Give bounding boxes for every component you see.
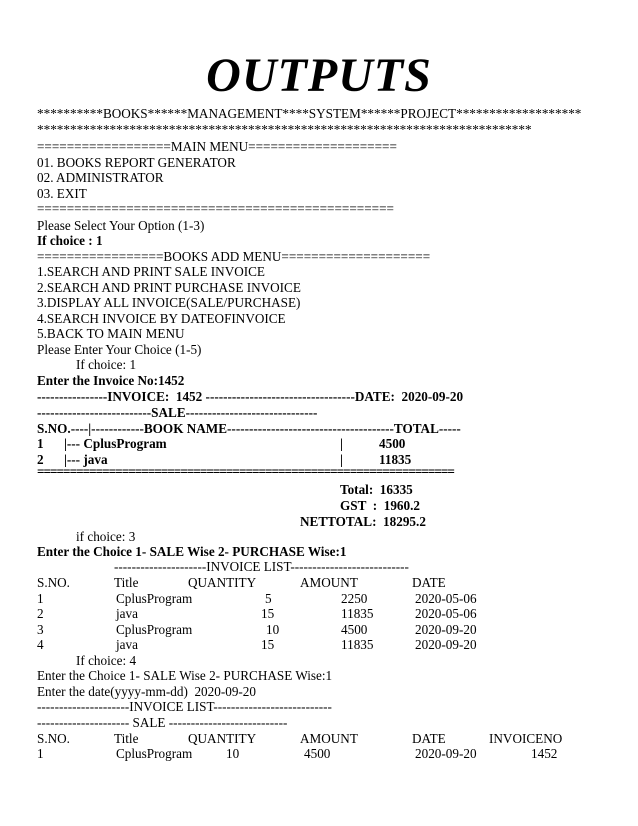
main-menu-heading: ==================MAIN MENU==================== [37, 139, 397, 154]
header-banner: **********BOOKS******MANAGEMENT****SYSTEM******PROJECT******************* [37, 106, 582, 121]
invoice-row-name: |--- CplusProgram [64, 436, 167, 451]
choice4-date-prompt: Enter the date(yyyy-mm-dd) 2020-09-20 [37, 684, 256, 699]
column-header: S.NO. [37, 575, 70, 590]
column-header: INVOICENO [489, 731, 563, 746]
list-cell: java [116, 606, 138, 621]
books-menu-item: 5.BACK TO MAIN MENU [37, 326, 185, 341]
invoice-table-header: S.NO.----|------------BOOK NAME--------------------------------------TOTAL----- [37, 421, 461, 436]
books-menu-item: 1.SEARCH AND PRINT SALE INVOICE [37, 264, 265, 279]
invoice-total: Total: 16335 [340, 482, 413, 497]
list-cell: 15 [261, 637, 275, 652]
column-header: DATE [412, 575, 446, 590]
invoice-row-total: 4500 [379, 436, 406, 451]
invoice-rule: ================================================================ [37, 464, 454, 479]
books-menu-item: 4.SEARCH INVOICE BY DATEOFINVOICE [37, 311, 286, 326]
invoice-nettotal: NETTOTAL: 18295.2 [300, 514, 426, 529]
list-cell: 3 [37, 622, 44, 637]
invoice-row-sep: | [340, 452, 343, 467]
list-cell: 15 [261, 606, 275, 621]
books-menu-prompt: Please Enter Your Choice (1-5) [37, 342, 202, 357]
books-menu-item: 2.SEARCH AND PRINT PURCHASE INVOICE [37, 280, 301, 295]
list-cell: 4 [37, 637, 44, 652]
books-menu-item: 3.DISPLAY ALL INVOICE(SALE/PURCHASE) [37, 295, 301, 310]
invoice-row-sep: | [340, 436, 343, 451]
list-cell: 4500 [341, 622, 368, 637]
header-stars: *************************************************************************** [37, 122, 532, 137]
choice1-label: If choice: 1 [76, 357, 137, 372]
list-cell: 2020-05-06 [415, 606, 477, 621]
list-cell: 11835 [341, 637, 374, 652]
list-cell: 2020-09-20 [415, 637, 477, 652]
main-menu-rule: ================================================ [37, 201, 394, 216]
invoice-list-heading: ---------------------INVOICE LIST--------------------------- [114, 559, 409, 574]
list-cell: 2020-09-20 [415, 746, 477, 761]
column-header: QUANTITY [188, 575, 257, 590]
sale-line: --------------------------SALE------------------------------ [37, 405, 318, 420]
column-header: DATE [412, 731, 446, 746]
list-cell: 1452 [531, 746, 558, 761]
invoice-gst: GST : 1960.2 [340, 498, 420, 513]
list-cell: 11835 [341, 606, 374, 621]
column-header: Title [114, 731, 139, 746]
invoice-list-heading: ---------------------INVOICE LIST--------------------------- [37, 699, 332, 714]
invoice-row-name: |--- java [64, 452, 108, 467]
sale-heading: --------------------- SALE --------------------------- [37, 715, 288, 730]
invoice-row-total: 11835 [379, 452, 412, 467]
column-header: QUANTITY [188, 731, 257, 746]
invoice-row-sno: 1 [37, 436, 44, 451]
books-menu-heading: =================BOOKS ADD MENU==================== [37, 249, 431, 264]
main-menu-prompt: Please Select Your Option (1-3) [37, 218, 205, 233]
list-cell: 2020-09-20 [415, 622, 477, 637]
list-cell: 1 [37, 746, 44, 761]
list-cell: java [116, 637, 138, 652]
list-cell: 10 [266, 622, 280, 637]
main-menu-item: 01. BOOKS REPORT GENERATOR [37, 155, 236, 170]
list-cell: CplusProgram [116, 746, 193, 761]
column-header: Title [114, 575, 139, 590]
list-cell: 5 [265, 591, 272, 606]
choice4-prompt: Enter the Choice 1- SALE Wise 2- PURCHASE Wise:1 [37, 668, 333, 683]
invoice-row-sno: 2 [37, 452, 44, 467]
list-cell: 2250 [341, 591, 368, 606]
list-cell: 2 [37, 606, 44, 621]
main-menu-choice: If choice : 1 [37, 233, 103, 248]
main-menu-item: 03. EXIT [37, 186, 87, 201]
column-header: S.NO. [37, 731, 70, 746]
list-cell: CplusProgram [116, 591, 193, 606]
choice3-prompt: Enter the Choice 1- SALE Wise 2- PURCHASE Wise:1 [37, 544, 347, 559]
column-header: AMOUNT [300, 575, 358, 590]
page-title: OUTPUTS [206, 49, 432, 102]
list-cell: 10 [226, 746, 240, 761]
main-menu-item: 02. ADMINISTRATOR [37, 170, 164, 185]
column-header: AMOUNT [300, 731, 358, 746]
list-cell: CplusProgram [116, 622, 193, 637]
enter-invoice-line: Enter the Invoice No:1452 [37, 373, 185, 388]
list-cell: 4500 [304, 746, 331, 761]
invoice-line: ----------------INVOICE: 1452 ----------------------------------DATE: 2020-09-20 [37, 389, 464, 404]
choice4-label: If choice: 4 [76, 653, 137, 668]
choice3-label: if choice: 3 [76, 529, 136, 544]
list-cell: 2020-05-06 [415, 591, 477, 606]
list-cell: 1 [37, 591, 44, 606]
